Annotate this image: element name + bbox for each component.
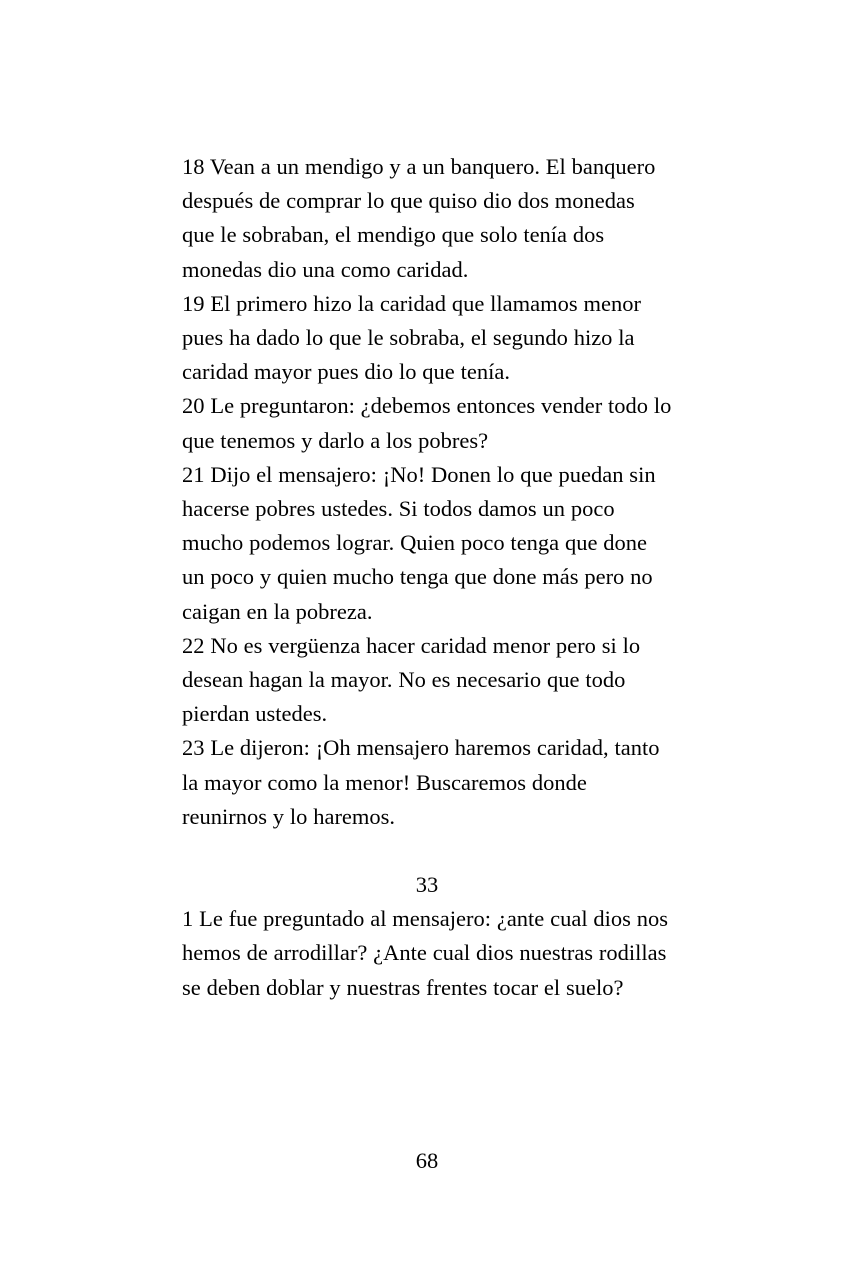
verse-paragraph: 1 Le fue preguntado al mensajero: ¿ante cual dios nos hemos de arrodillar? ¿Ante cual dios nuestras rodillas se deben doblar y nuestras frentes tocar el suelo? <box>182 906 669 1000</box>
chapter-heading: 33 <box>415 872 439 898</box>
page-text-block <box>182 150 672 1005</box>
verse-paragraph: 20 Le preguntaron: ¿debemos entonces vender todo lo que tenemos y darlo a los pobres? <box>182 393 672 453</box>
verse-paragraph: 18 Vean a un mendigo y a un banquero. El banquero después de comprar lo que quiso dio dos monedas que le sobraban, el mendigo que solo tenía dos monedas dio una como caridad. <box>182 154 656 282</box>
verse-paragraph: 19 El primero hizo la caridad que llamamos menor pues ha dado lo que le sobraba, el segundo hizo la caridad mayor pues dio lo que tenía. <box>182 290 641 385</box>
chapter-spacer <box>182 834 672 868</box>
verse-paragraph: 21 Dijo el mensajero: ¡No! Donen lo que puedan sin hacerse pobres ustedes. Si todos damos un poco mucho podemos lograr. Quien poco tenga que done un poco y quien mucho tenga que done más pero no caigan en la pobreza. <box>182 461 656 624</box>
page-number: 68 <box>415 1148 439 1173</box>
verse-paragraph: 22 No es vergüenza hacer caridad menor pero si lo desean hagan la mayor. No es necesario que todo pierdan ustedes. <box>182 632 641 727</box>
verse-paragraph: 23 Le dijeron: ¡Oh mensajero haremos caridad, tanto la mayor como la menor! Buscaremos donde reunirnos y lo haremos. <box>182 735 660 829</box>
